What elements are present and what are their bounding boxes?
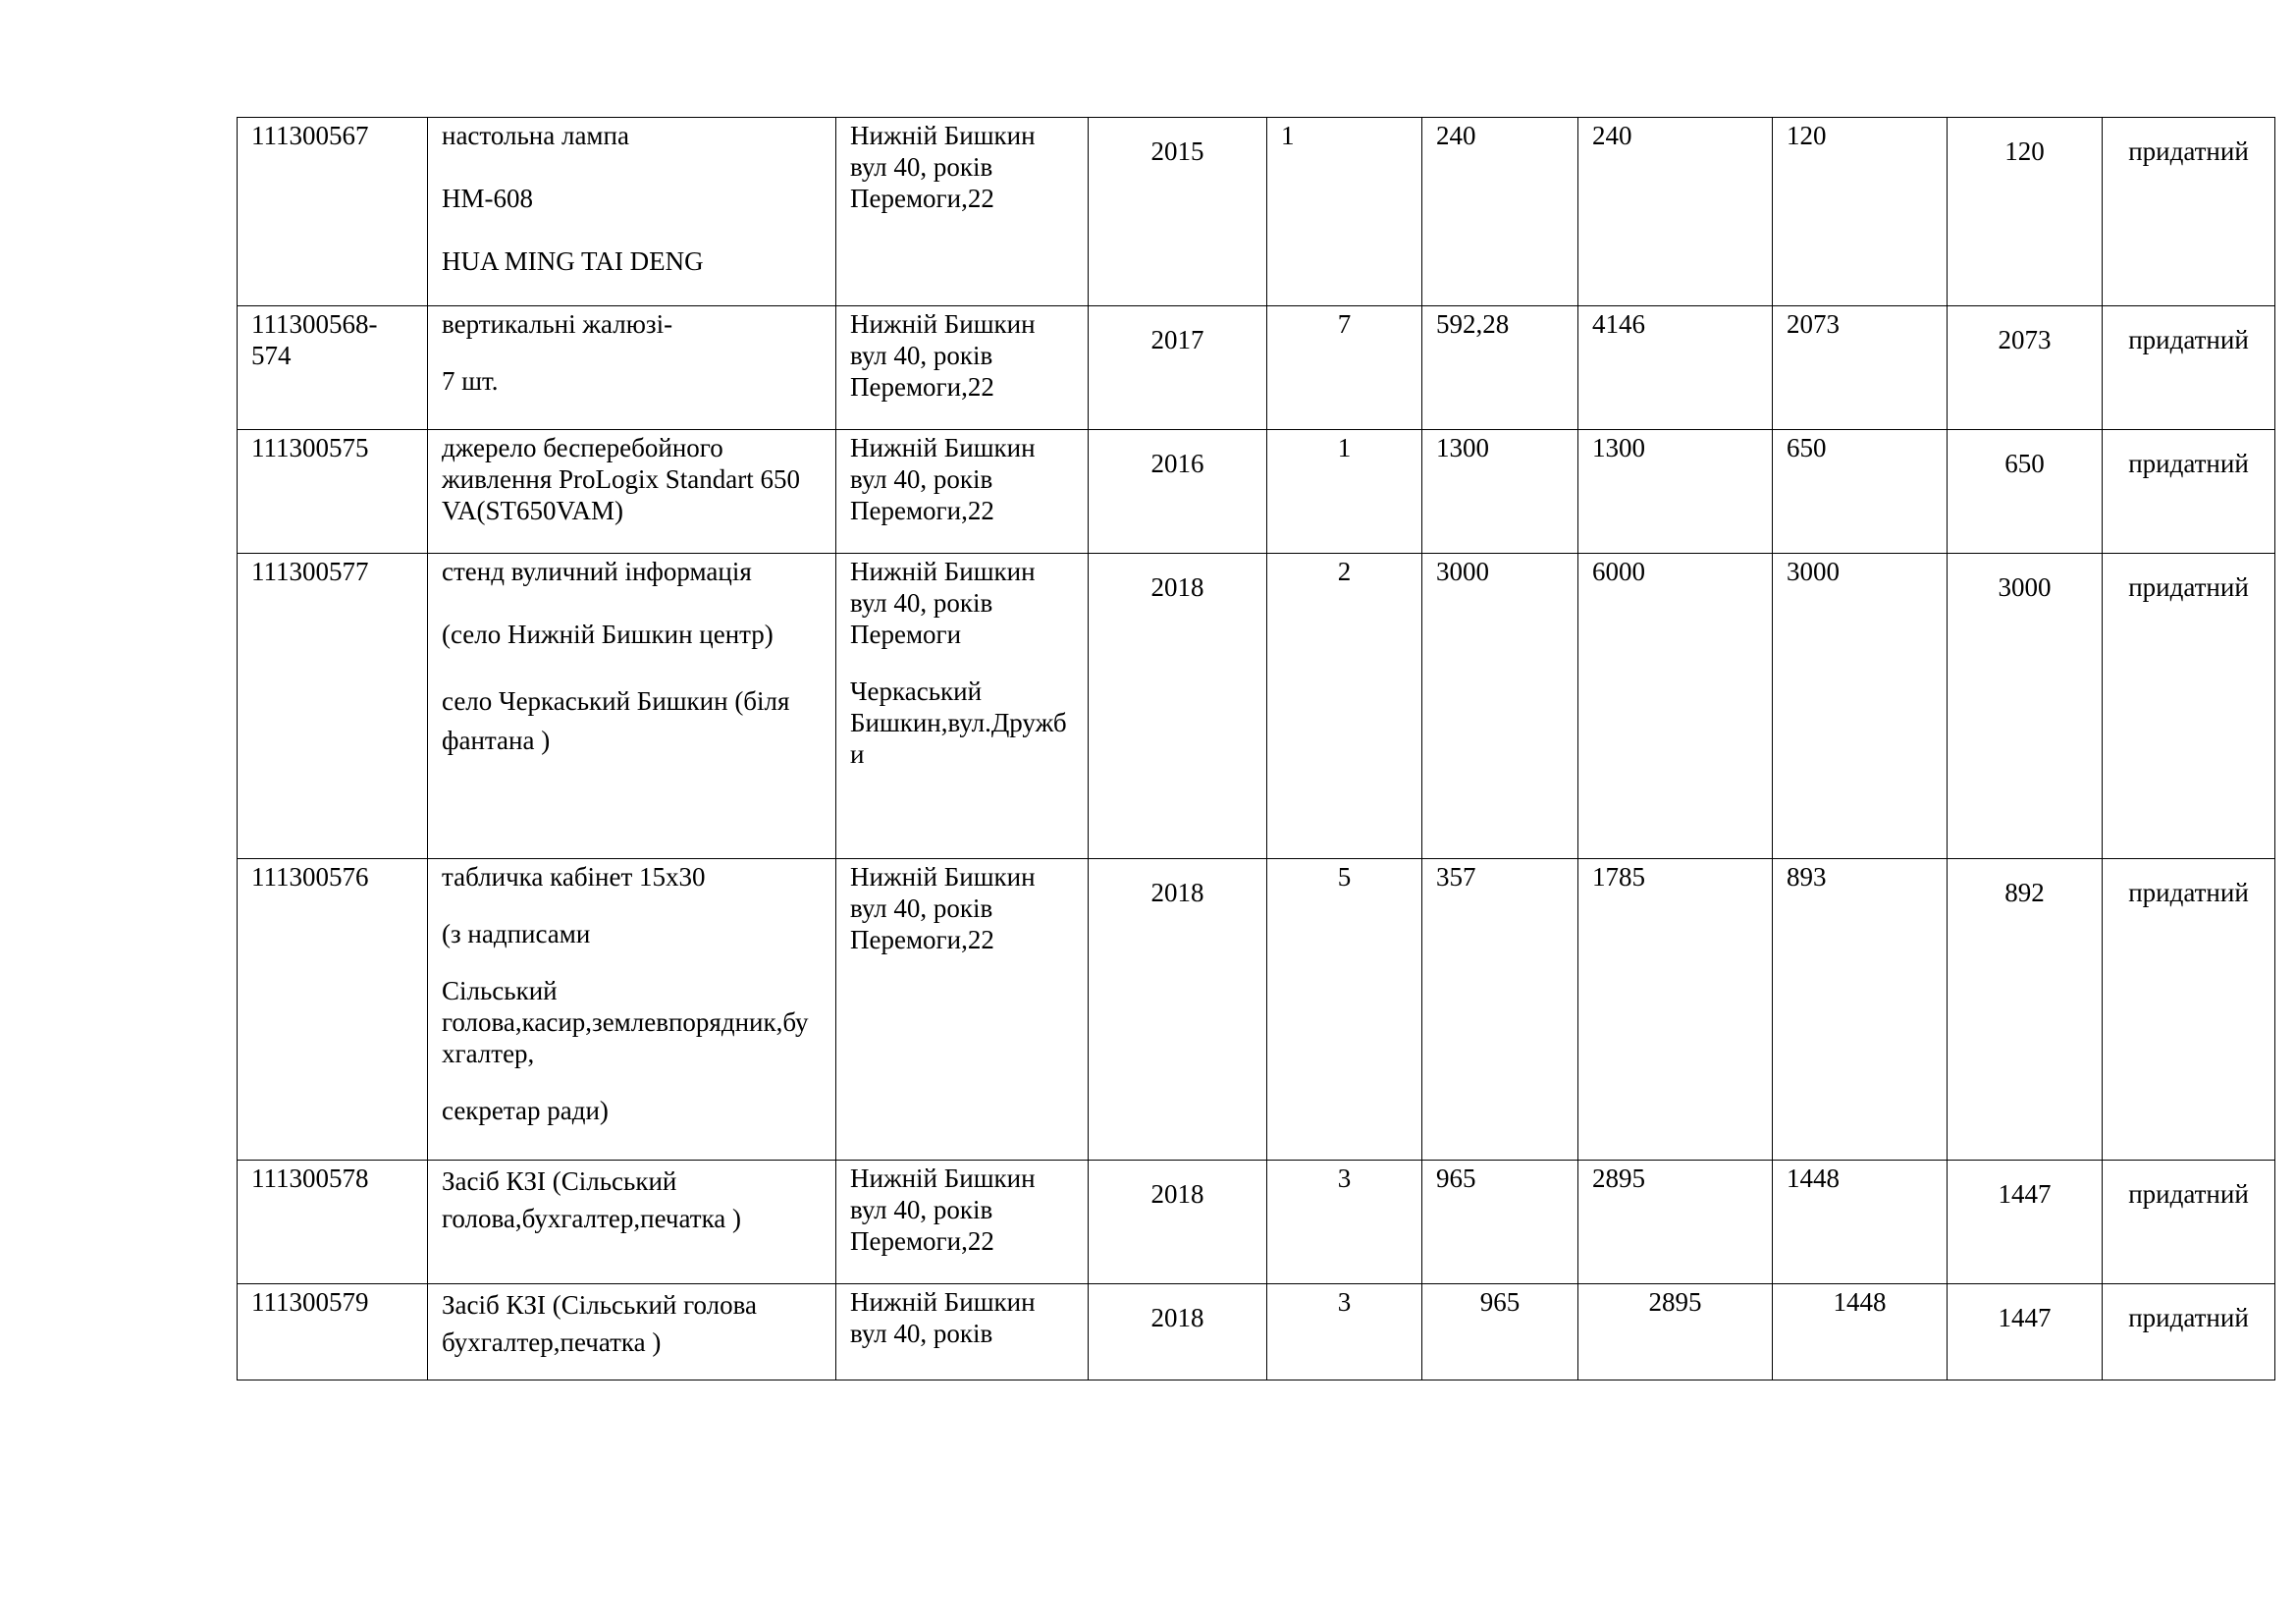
name-cell <box>428 306 836 430</box>
table-row <box>238 554 2275 859</box>
address-cell <box>836 859 1089 1161</box>
address-line: Нижній Бишкин <box>850 862 1036 892</box>
address-line: вул 40, років <box>850 893 993 923</box>
residual-value: 2073 <box>1998 325 2052 354</box>
item-name-line: Засіб КЗІ (Сільський голова,бухгалтер,печатка ) <box>442 1166 742 1233</box>
depreciation-cell <box>1773 1161 1948 1284</box>
price-cell <box>1422 554 1578 859</box>
address-line: вул 40, років <box>850 588 993 618</box>
status: придатний <box>2128 1179 2249 1209</box>
item-name-line: село Черкаський Бишкин (біля фантана ) <box>442 686 790 755</box>
residual-value: 650 <box>2004 449 2045 478</box>
code-cell <box>238 859 428 1161</box>
residual-cell <box>1948 1284 2103 1380</box>
depreciation: 1448 <box>1833 1287 1887 1317</box>
table-row <box>238 306 2275 430</box>
status-cell <box>2103 1284 2275 1380</box>
item-name-line: табличка кабінет 15х30 <box>442 862 706 892</box>
quantity: 1 <box>1281 121 1295 150</box>
year: 2018 <box>1150 1303 1204 1332</box>
item-name-line: (село Нижній Бишкин центр) <box>442 620 774 649</box>
item-name-line: секретар ради) <box>442 1096 609 1125</box>
residual-value: 892 <box>2004 878 2045 907</box>
depreciation-cell <box>1773 118 1948 306</box>
item-name-line: джерело бесперебойного живлення ProLogix Standart 650 VA(ST650VAM) <box>442 433 801 525</box>
item-name-line: (з надписами <box>442 919 591 948</box>
residual-value: 1447 <box>1998 1303 2052 1332</box>
unit-price: 357 <box>1436 862 1476 892</box>
unit-price: 1300 <box>1436 433 1489 462</box>
price-cell <box>1422 430 1578 554</box>
code-cell <box>238 118 428 306</box>
address-line: вул 40, років <box>850 1319 993 1348</box>
quantity: 5 <box>1337 862 1352 892</box>
address-cell <box>836 1161 1089 1284</box>
table-row <box>238 1284 2275 1380</box>
depreciation-cell <box>1773 1284 1948 1380</box>
inventory-code: 111300575 <box>251 433 369 462</box>
status: придатний <box>2128 136 2249 166</box>
code-cell <box>238 430 428 554</box>
address-cell <box>836 1284 1089 1380</box>
price-cell <box>1422 306 1578 430</box>
status-cell <box>2103 1161 2275 1284</box>
status-cell <box>2103 306 2275 430</box>
price-cell <box>1422 118 1578 306</box>
total-cell <box>1578 554 1773 859</box>
year: 2015 <box>1150 136 1204 166</box>
table-row <box>238 430 2275 554</box>
inventory-code: 111300568-574 <box>251 309 378 370</box>
year: 2018 <box>1150 878 1204 907</box>
year-cell <box>1089 1284 1267 1380</box>
status: придатний <box>2128 325 2249 354</box>
address-line: Перемоги,22 <box>850 1226 994 1256</box>
item-name-line: стенд вуличний інформація <box>442 557 752 586</box>
qty-cell <box>1267 306 1422 430</box>
address-cell <box>836 554 1089 859</box>
address-line: Перемоги,22 <box>850 372 994 402</box>
total-value: 1785 <box>1592 862 1645 892</box>
year-cell <box>1089 1161 1267 1284</box>
address-line: Нижній Бишкин <box>850 121 1036 150</box>
depreciation-cell <box>1773 430 1948 554</box>
quantity: 7 <box>1337 309 1352 339</box>
table-row <box>238 1161 2275 1284</box>
code-cell <box>238 1284 428 1380</box>
status: придатний <box>2128 1303 2249 1332</box>
name-cell <box>428 859 836 1161</box>
depreciation: 120 <box>1787 121 1827 150</box>
price-cell <box>1422 859 1578 1161</box>
depreciation: 1448 <box>1787 1164 1840 1193</box>
year-cell <box>1089 859 1267 1161</box>
total-value: 1300 <box>1592 433 1645 462</box>
total-cell <box>1578 118 1773 306</box>
name-cell <box>428 1284 836 1380</box>
inventory-code: 111300577 <box>251 557 369 586</box>
name-cell <box>428 554 836 859</box>
name-cell <box>428 118 836 306</box>
total-value: 2895 <box>1648 1287 1702 1317</box>
total-value: 240 <box>1592 121 1632 150</box>
address-line: Нижній Бишкин <box>850 433 1036 462</box>
qty-cell <box>1267 118 1422 306</box>
address-line: Нижній Бишкин <box>850 1287 1036 1317</box>
qty-cell <box>1267 859 1422 1161</box>
code-cell <box>238 306 428 430</box>
total-value: 2895 <box>1592 1164 1645 1193</box>
address-cell <box>836 118 1089 306</box>
residual-cell <box>1948 859 2103 1161</box>
item-name-line: HM-608 <box>442 184 533 213</box>
address-cell <box>836 430 1089 554</box>
name-cell <box>428 430 836 554</box>
address-line: Нижній Бишкин <box>850 1164 1036 1193</box>
total-value: 6000 <box>1592 557 1645 586</box>
address-line: Нижній Бишкин <box>850 309 1036 339</box>
year-cell <box>1089 306 1267 430</box>
unit-price: 965 <box>1436 1164 1476 1193</box>
inventory-code: 111300576 <box>251 862 369 892</box>
unit-price: 965 <box>1479 1287 1521 1317</box>
address-line: Перемоги,22 <box>850 184 994 213</box>
status-cell <box>2103 554 2275 859</box>
year: 2018 <box>1150 1179 1204 1209</box>
total-cell <box>1578 430 1773 554</box>
total-cell <box>1578 306 1773 430</box>
address-line: вул 40, років <box>850 1195 993 1224</box>
item-name-line: Сільський голова,касир,землевпорядник,бухгалтер, <box>442 976 809 1068</box>
address-line: Нижній Бишкин <box>850 557 1036 586</box>
residual-cell <box>1948 430 2103 554</box>
inventory-code: 111300567 <box>251 121 369 150</box>
residual-cell <box>1948 1161 2103 1284</box>
unit-price: 240 <box>1436 121 1476 150</box>
price-cell <box>1422 1161 1578 1284</box>
code-cell <box>238 554 428 859</box>
inventory-code: 111300578 <box>251 1164 369 1193</box>
item-name-line: настольна лампа <box>442 121 629 150</box>
status: придатний <box>2128 572 2249 602</box>
qty-cell <box>1267 554 1422 859</box>
inventory-table <box>237 117 2275 1380</box>
status-cell <box>2103 118 2275 306</box>
item-name-line: HUA MING TAI DENG <box>442 246 704 276</box>
depreciation-cell <box>1773 554 1948 859</box>
total-cell <box>1578 1284 1773 1380</box>
address-line: вул 40, років <box>850 152 993 182</box>
qty-cell <box>1267 430 1422 554</box>
item-name-line: Засіб КЗІ (Сільський голова бухгалтер,печатка ) <box>442 1290 758 1357</box>
address-cell <box>836 306 1089 430</box>
quantity: 3 <box>1337 1287 1352 1317</box>
quantity: 1 <box>1337 433 1352 462</box>
depreciation: 893 <box>1787 862 1827 892</box>
status-cell <box>2103 430 2275 554</box>
year-cell <box>1089 554 1267 859</box>
depreciation: 2073 <box>1787 309 1840 339</box>
name-cell <box>428 1161 836 1284</box>
status-cell <box>2103 859 2275 1161</box>
unit-price: 3000 <box>1436 557 1489 586</box>
residual-cell <box>1948 306 2103 430</box>
qty-cell <box>1267 1161 1422 1284</box>
quantity: 2 <box>1337 557 1352 586</box>
residual-value: 120 <box>2004 136 2045 166</box>
year: 2017 <box>1150 325 1204 354</box>
item-name-line: вертикальні жалюзі- <box>442 309 673 339</box>
address-line: Перемоги,22 <box>850 925 994 954</box>
depreciation: 3000 <box>1787 557 1840 586</box>
address-line: вул 40, років <box>850 464 993 494</box>
total-value: 4146 <box>1592 309 1645 339</box>
address-line: Перемоги,22 <box>850 496 994 525</box>
price-cell <box>1422 1284 1578 1380</box>
residual-cell <box>1948 554 2103 859</box>
year: 2018 <box>1150 572 1204 602</box>
status: придатний <box>2128 449 2249 478</box>
qty-cell <box>1267 1284 1422 1380</box>
year-cell <box>1089 430 1267 554</box>
depreciation-cell <box>1773 306 1948 430</box>
address-line: вул 40, років <box>850 341 993 370</box>
code-cell <box>238 1161 428 1284</box>
unit-price: 592,28 <box>1436 309 1510 339</box>
residual-value: 3000 <box>1998 572 2052 602</box>
status: придатний <box>2128 878 2249 907</box>
total-cell <box>1578 1161 1773 1284</box>
address-line: Перемоги <box>850 620 962 649</box>
item-name-line: 7 шт. <box>442 366 499 396</box>
inventory-code: 111300579 <box>251 1287 369 1317</box>
depreciation: 650 <box>1787 433 1827 462</box>
year: 2016 <box>1150 449 1204 478</box>
table-row <box>238 118 2275 306</box>
address-line: Черкаський Бишкин,вул.Дружби <box>850 677 1067 769</box>
depreciation-cell <box>1773 859 1948 1161</box>
total-cell <box>1578 859 1773 1161</box>
residual-cell <box>1948 118 2103 306</box>
table-row <box>238 859 2275 1161</box>
residual-value: 1447 <box>1998 1179 2052 1209</box>
quantity: 3 <box>1337 1164 1352 1193</box>
year-cell <box>1089 118 1267 306</box>
